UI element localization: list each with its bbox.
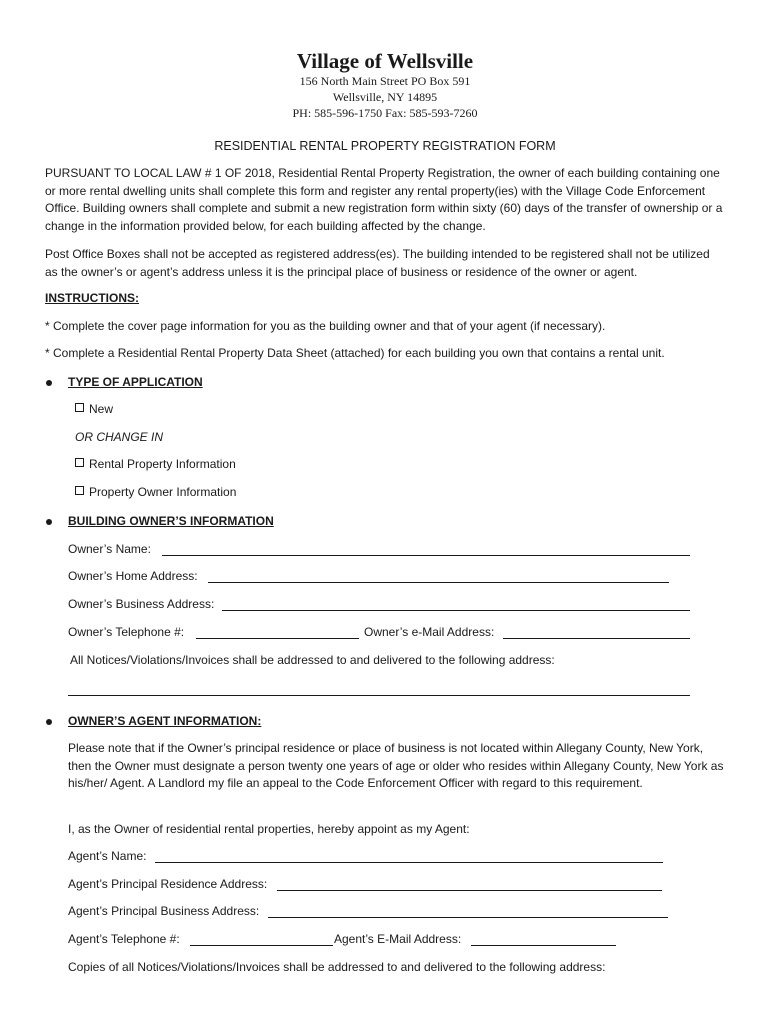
bullet-icon bbox=[46, 719, 52, 725]
checkbox-new[interactable] bbox=[75, 403, 84, 412]
agent-email-label: Agent’s E-Mail Address: bbox=[334, 932, 462, 946]
owner-notices-address-field[interactable] bbox=[68, 695, 690, 696]
instructions-heading: INSTRUCTIONS: bbox=[45, 291, 139, 305]
option-property-owner[interactable] bbox=[75, 484, 236, 502]
instruction-line-2: * Complete a Residential Rental Property Data Sheet (attached) for each building you own that contains a rental unit. bbox=[45, 346, 665, 360]
address-line-1: 156 North Main Street PO Box 591 bbox=[299, 74, 471, 88]
owner-telephone-field[interactable] bbox=[196, 638, 359, 639]
owner-notices-text: All Notices/Violations/Invoices shall be addressed to and delivered to the following address: bbox=[70, 653, 555, 667]
agent-telephone-label: Agent’s Telephone #: bbox=[68, 932, 180, 946]
agent-business-label: Agent’s Principal Business Address: bbox=[68, 904, 260, 918]
agent-residence-field[interactable] bbox=[277, 890, 662, 891]
owner-telephone-label: Owner’s Telephone #: bbox=[68, 625, 185, 639]
agent-email-field[interactable] bbox=[471, 945, 616, 946]
form-title: RESIDENTIAL RENTAL PROPERTY REGISTRATION FORM bbox=[214, 139, 556, 153]
address-line-2: Wellsville, NY 14895 bbox=[332, 90, 438, 104]
or-change-in-label: OR CHANGE IN bbox=[75, 430, 164, 444]
agent-business-field[interactable] bbox=[268, 917, 668, 918]
owner-email-field[interactable] bbox=[503, 638, 690, 639]
owner-business-address-field[interactable] bbox=[222, 610, 690, 611]
owner-name-label: Owner’s Name: bbox=[68, 542, 151, 556]
agent-residence-label: Agent’s Principal Residence Address: bbox=[68, 877, 268, 891]
agent-name-field[interactable] bbox=[155, 862, 663, 863]
owner-info-heading: BUILDING OWNER’S INFORMATION bbox=[68, 514, 274, 528]
owner-home-address-field[interactable] bbox=[208, 582, 669, 583]
option-owner-label: Property Owner Information bbox=[89, 485, 237, 499]
option-new-label: New bbox=[89, 402, 114, 416]
agent-info-heading: OWNER’S AGENT INFORMATION: bbox=[68, 714, 262, 728]
owner-email-label: Owner’s e-Mail Address: bbox=[364, 625, 495, 639]
instruction-line-1: * Complete the cover page information for you as the building owner and that of your agent (if necessary). bbox=[45, 319, 606, 333]
agent-copies-text: Copies of all Notices/Violations/Invoices shall be addressed to and delivered to the following address: bbox=[68, 960, 606, 974]
owner-business-address-label: Owner’s Business Address: bbox=[68, 597, 215, 611]
intro-paragraph-1: PURSUANT TO LOCAL LAW # 1 OF 2018, Residential Rental Property Registration, the owner of each building containing one or more rental dwelling units shall complete this form and register any rental property(ies) with the Village Code Enforcement Office. Building owners shall complete and submit a new registration form within sixty (60) days of the transfer of ownership or a change in the information provided below, for each building affected by the change. bbox=[45, 166, 723, 233]
agent-name-label: Agent’s Name: bbox=[68, 849, 147, 863]
agent-telephone-field[interactable] bbox=[190, 945, 333, 946]
bullet-icon bbox=[46, 519, 52, 525]
checkbox-rental-property[interactable] bbox=[75, 458, 84, 467]
application-type-heading: TYPE OF APPLICATION bbox=[68, 375, 203, 389]
agent-requirement-note: Please note that if the Owner’s principal residence or place of business is not located within Allegany County, New York, then the Owner must designate a person twenty one years of age or older who resides within Allegany County, New York as his/her/ Agent. A Landlord my file an appeal to the Code Enforcement Officer with regard to this requirement. bbox=[68, 741, 724, 790]
option-rental-label: Rental Property Information bbox=[89, 457, 236, 471]
intro-paragraph-2: Post Office Boxes shall not be accepted as registered address(es). The building intended to be registered shall not be utilized as the owner’s or agent’s address unless it is the principal place of business or residence of the owner or agent. bbox=[45, 247, 710, 279]
checkbox-property-owner[interactable] bbox=[75, 486, 84, 495]
agent-appoint-text: I, as the Owner of residential rental properties, hereby appoint as my Agent: bbox=[68, 822, 470, 836]
phone-fax-line: PH: 585-596-1750 Fax: 585-593-7260 bbox=[292, 106, 478, 120]
option-new[interactable] bbox=[75, 401, 113, 419]
bullet-icon bbox=[46, 380, 52, 386]
owner-name-field[interactable] bbox=[162, 555, 690, 556]
option-rental-property[interactable] bbox=[75, 456, 236, 474]
village-title: Village of Wellsville bbox=[296, 49, 474, 73]
owner-home-address-label: Owner’s Home Address: bbox=[68, 569, 198, 583]
